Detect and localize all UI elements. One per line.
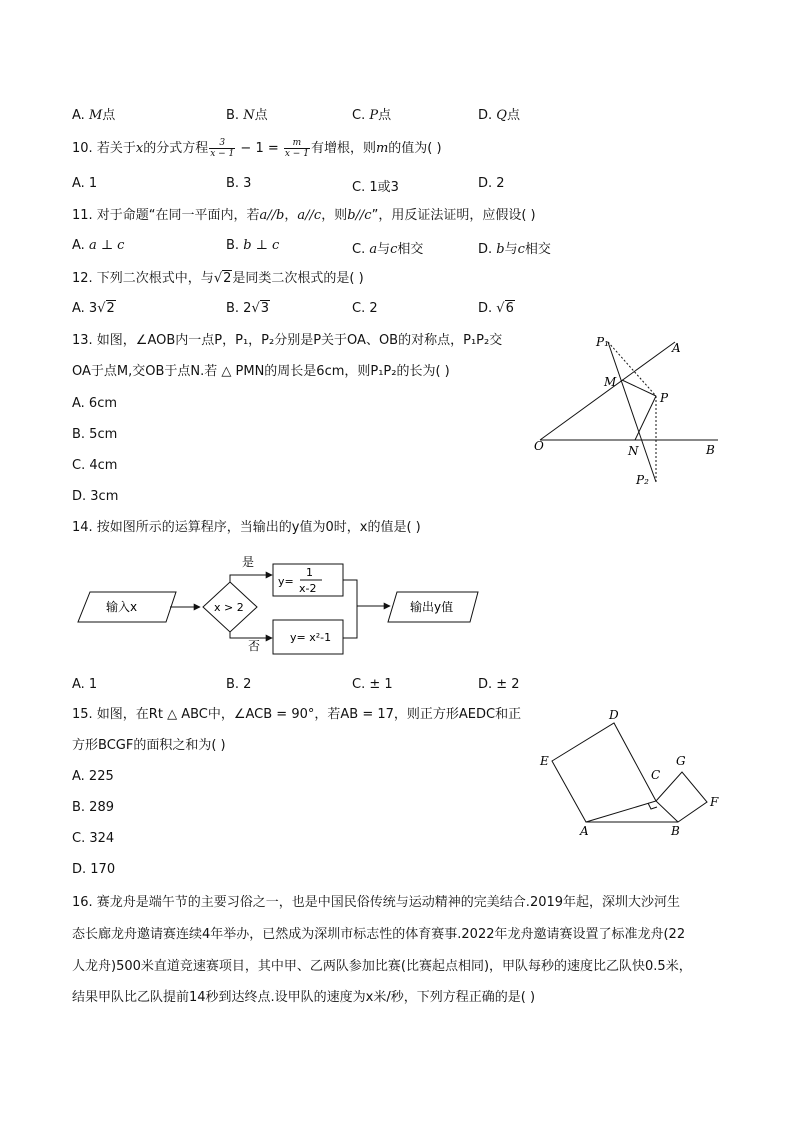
radicand: 2 xyxy=(106,301,115,316)
math-expr: a//c xyxy=(297,208,322,223)
math-expr: b//c xyxy=(347,208,372,223)
label-e: E xyxy=(540,754,549,768)
q13-geometry-figure xyxy=(520,330,730,495)
label-f: F xyxy=(710,795,719,809)
square-aedc xyxy=(552,723,656,822)
arrow-yes xyxy=(230,575,272,582)
label-n: N xyxy=(628,444,639,458)
formula-2: y= x²-1 xyxy=(290,631,332,644)
q10-option-d[interactable]: D. 2 xyxy=(478,176,505,191)
option-letter: C. xyxy=(352,108,370,123)
segment-mp xyxy=(622,380,656,396)
option-letter: D. xyxy=(478,301,497,316)
question-12 xyxy=(72,270,364,288)
q9-option-b[interactable] xyxy=(226,104,268,123)
input-label: 输入x xyxy=(106,600,138,614)
sqrt-expr: √2 xyxy=(97,301,115,316)
question-16-line-4: 结果甲队比乙队提前14秒到达终点.设甲队的速度为x米/秒，下列方程正确的是( ) xyxy=(72,990,536,1005)
radicand: 2 xyxy=(223,271,232,286)
q14-flowchart xyxy=(72,550,492,662)
fraction xyxy=(284,138,310,159)
option-math: a xyxy=(369,242,378,257)
question-text: 是同类二次根式的是( ) xyxy=(232,271,364,286)
label-p1: P₁ xyxy=(596,335,609,349)
question-number: 10. xyxy=(72,141,93,156)
no-label: 否 xyxy=(248,639,261,653)
square-bcgf xyxy=(656,772,707,822)
q9-option-c[interactable] xyxy=(352,104,391,123)
right-angle-mark xyxy=(648,803,657,809)
sqrt-expr: √2 xyxy=(213,271,232,286)
q14-option-d[interactable]: D. ± 2 xyxy=(478,677,520,692)
q9-option-a[interactable] xyxy=(72,104,115,123)
label-a: A xyxy=(580,824,589,838)
q11-option-c[interactable] xyxy=(352,238,423,257)
q14-option-c[interactable]: C. ± 1 xyxy=(352,677,393,692)
math-var: x xyxy=(135,141,144,156)
sqrt-expr: √3 xyxy=(251,301,270,316)
question-15-line-2: 方形BCGF的面积之和为( ) xyxy=(72,738,226,753)
label-d: D xyxy=(609,708,619,722)
fraction xyxy=(209,138,235,159)
radicand: 3 xyxy=(260,301,270,316)
option-math: a ⊥ c xyxy=(88,238,125,253)
question-16-line-2: 态长廊龙舟邀请赛连续4年举办，已然成为深圳市标志性的体育赛事.2022年龙舟邀请赛设置了标准龙舟(22 xyxy=(72,927,686,942)
option-letter: B. xyxy=(226,238,244,253)
question-text: ， xyxy=(284,208,298,223)
segment-pn xyxy=(635,396,656,440)
label-c: C xyxy=(651,768,661,782)
question-text: 12. 下列二次根式中，与 xyxy=(72,271,214,286)
q14-option-b[interactable]: B. 2 xyxy=(226,677,252,692)
q12-option-d[interactable] xyxy=(478,301,515,316)
q13-option-b[interactable]: B. 5cm xyxy=(72,427,118,442)
option-letter: A. xyxy=(72,108,89,123)
question-13-line-1: 13. 如图，∠AOB内一点P，P₁，P₂分别是P关于OA、OB的对称点，P₁P₂交 xyxy=(72,333,503,348)
q15-option-b[interactable]: B. 289 xyxy=(72,800,114,815)
formula-1-numerator: 1 xyxy=(306,566,313,579)
option-text: 相交 xyxy=(524,242,551,257)
question-15-line-1: 15. 如图，在Rt △ ABC中，∠ACB = 90°，若AB = 17，则正方形AEDC和正 xyxy=(72,707,522,722)
question-16-line-3: 人龙舟)500米直道竞速赛项目，其中甲、乙两队参加比赛(比赛起点相同)，甲队每秒的速度比乙队快0.5米， xyxy=(72,959,692,974)
radicand: 6 xyxy=(505,301,514,316)
fraction-denominator: x − 1 xyxy=(284,149,309,159)
label-b: B xyxy=(671,824,680,838)
q15-option-c[interactable]: C. 324 xyxy=(72,831,115,846)
decision-label: x > 2 xyxy=(214,601,244,614)
question-13-line-2: OA于点M,交OB于点N.若 △ PMN的周长是6cm，则P₁P₂的长为( ) xyxy=(72,364,450,379)
merge-lines xyxy=(343,580,357,638)
label-b: B xyxy=(706,443,715,457)
sqrt-expr: √6 xyxy=(496,301,514,316)
question-text: ，则 xyxy=(321,208,348,223)
question-14: 14. 按如图所示的运算程序，当输出的y值为0时，x的值是( ) xyxy=(72,520,421,535)
q13-option-c[interactable]: C. 4cm xyxy=(72,458,118,473)
q11-option-d[interactable] xyxy=(478,238,551,257)
ray-oa xyxy=(540,342,675,440)
q15-option-a[interactable]: A. 225 xyxy=(72,769,114,784)
question-text: 若关于 xyxy=(96,141,136,156)
option-text: 点 xyxy=(378,108,392,123)
option-letter: C. xyxy=(352,242,370,257)
question-10 xyxy=(72,138,442,159)
formula-1-denominator: x-2 xyxy=(299,582,317,595)
option-letter: A. 3 xyxy=(72,301,98,316)
question-text: 的值为( ) xyxy=(388,141,442,156)
q9-option-d[interactable] xyxy=(478,104,520,123)
fraction-numerator: m xyxy=(284,138,310,149)
option-math: N xyxy=(243,108,255,123)
option-math: c xyxy=(517,242,525,257)
label-p2: P₂ xyxy=(636,473,649,487)
question-11 xyxy=(72,207,536,225)
option-text: 相交 xyxy=(397,242,424,257)
q14-option-a[interactable]: A. 1 xyxy=(72,677,98,692)
q10-option-c[interactable]: C. 1或3 xyxy=(352,180,399,195)
option-letter: B. xyxy=(226,108,244,123)
question-text: 有增根，则 xyxy=(310,141,376,156)
option-text: 与 xyxy=(504,242,518,257)
fraction-numerator: 3 xyxy=(209,138,235,149)
math-var: m xyxy=(375,141,389,156)
q12-option-a[interactable] xyxy=(72,301,116,316)
option-letter: B. 2 xyxy=(226,301,252,316)
label-g: G xyxy=(676,754,686,768)
math-op: − 1 = xyxy=(236,141,283,156)
label-p: P xyxy=(660,391,669,405)
q10-option-a[interactable]: A. 1 xyxy=(72,176,98,191)
q12-option-b[interactable] xyxy=(226,301,270,316)
label-o: O xyxy=(534,439,544,453)
option-math: b ⊥ c xyxy=(243,238,280,253)
q10-option-b[interactable]: B. 3 xyxy=(226,176,252,191)
math-expr: a//b xyxy=(259,208,285,223)
q15-geometry-figure xyxy=(530,705,730,845)
q15-option-d[interactable]: D. 170 xyxy=(72,862,116,877)
option-text: 与 xyxy=(377,242,391,257)
q13-option-d[interactable]: D. 3cm xyxy=(72,489,119,504)
yes-label: 是 xyxy=(242,555,255,569)
q11-option-b[interactable] xyxy=(226,238,279,253)
option-math: c xyxy=(390,242,398,257)
formula-1-lhs: y= xyxy=(278,575,294,588)
option-letter: A. xyxy=(72,238,89,253)
question-16-line-1: 16. 赛龙舟是端午节的主要习俗之一，也是中国民俗传统与运动精神的完美结合.2019年起，深圳大沙河生 xyxy=(72,895,681,910)
option-math: M xyxy=(88,108,103,123)
label-a: A xyxy=(672,341,681,355)
question-text: 11. 对于命题“在同一平面内，若 xyxy=(72,208,260,223)
arrow-no xyxy=(230,632,272,638)
option-text: 点 xyxy=(506,108,520,123)
label-m: M xyxy=(604,375,617,389)
option-letter: D. xyxy=(478,108,497,123)
option-letter: D. xyxy=(478,242,497,257)
option-math: b xyxy=(496,242,505,257)
option-math: Q xyxy=(496,108,507,123)
question-text: 的分式方程 xyxy=(143,141,209,156)
option-text: 点 xyxy=(254,108,268,123)
q12-option-c[interactable]: C. 2 xyxy=(352,301,378,316)
fraction-denominator: x − 1 xyxy=(210,149,235,159)
q13-option-a[interactable]: A. 6cm xyxy=(72,396,118,411)
option-text: 点 xyxy=(102,108,116,123)
option-math: P xyxy=(369,108,379,123)
q11-option-a[interactable] xyxy=(72,238,124,253)
output-label: 输出y值 xyxy=(410,600,454,614)
question-text: ”，用反证法证明，应假设( ) xyxy=(371,208,536,223)
